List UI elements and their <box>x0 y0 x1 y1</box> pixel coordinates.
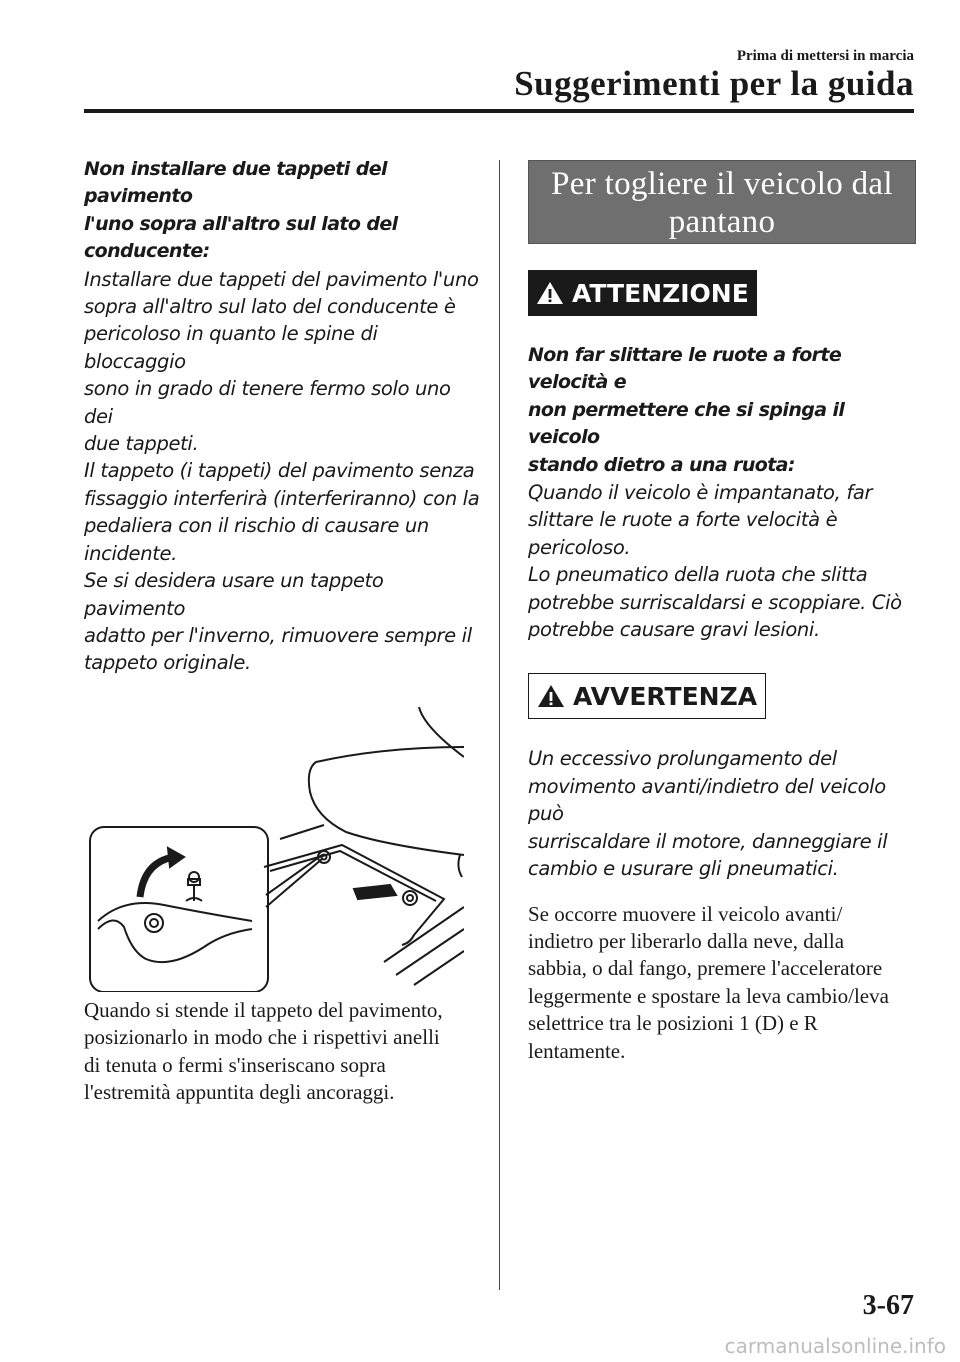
caution-triangle-icon <box>537 683 565 709</box>
avvertenza-body: Un eccessivo prolungamento del movimento avanti/indietro del veicolo può surriscaldare il motore, danneggiare il cambio e usurare gli pneumatici. <box>528 747 888 881</box>
page-number: 3-67 <box>862 1290 914 1321</box>
warning-triangle-icon <box>536 280 564 306</box>
floor-mat-warning-title: Non installare due tappeti del pavimento l'uno sopra all'altro sul lato del conducente: <box>84 158 398 263</box>
attenzione-title: Non far slittare le ruote a forte velocità e non permettere che si spinga il veicolo stando dietro a una ruota: <box>528 344 845 476</box>
left-column <box>84 156 484 1106</box>
section-title-box: Per togliere il veicolo dal pantano <box>528 160 916 244</box>
avvertenza-label: AVVERTENZA <box>573 681 758 711</box>
right-column <box>528 160 916 1065</box>
avvertenza-badge <box>528 673 766 719</box>
header-rule <box>84 109 914 113</box>
running-header-chapter: Suggerimenti per la guida <box>514 64 914 103</box>
floor-mat-warning-body: Installare due tappeti del pavimento l'uno sopra all'altro sul lato del conducente è pericoloso in quanto le spine di bloccaggio sono in grado di tenere fermo solo uno dei due tappeti. Il tappeto (i tappeti) del pavimento senza fissaggio interferirà (interferiranno) con la pedaliera con il rischio di causare un incidente. Se si desidera usare un tappeto pavimento adatto per l'inverno, rimuovere sempre il tappeto originale. <box>84 267 480 675</box>
attenzione-label: ATTENZIONE <box>572 278 749 308</box>
floor-mat-anchor-illustration <box>84 707 464 992</box>
running-header-section: Prima di mettersi in marcia <box>736 48 914 64</box>
attenzione-badge <box>528 270 757 316</box>
watermark: carmanualsonline.info <box>724 1334 946 1358</box>
mud-paragraph: Se occorre muovere il veicolo avanti/ indietro per liberarlo dalla neve, dalla sabbia, o dal fango, premere l'acceleratore leggermente e spostare la leva cambio/leva selettrice tra le posizioni 1 (D) e R lentamente. <box>528 901 889 1063</box>
attenzione-body: Quando il veicolo è impantanato, far slittare le ruote a forte velocità è pericoloso. Lo pneumatico della ruota che slitta potrebbe surriscaldarsi e scoppiare. Ciò potrebbe causare gravi lesioni. <box>528 481 902 642</box>
floor-mat-caption: Quando si stende il tappeto del pavimento, posizionarlo in modo che i rispettivi anelli di tenuta o fermi s'inseriscano sopra l'estremità appuntita degli ancoraggi. <box>84 997 443 1104</box>
column-divider <box>499 160 500 1290</box>
